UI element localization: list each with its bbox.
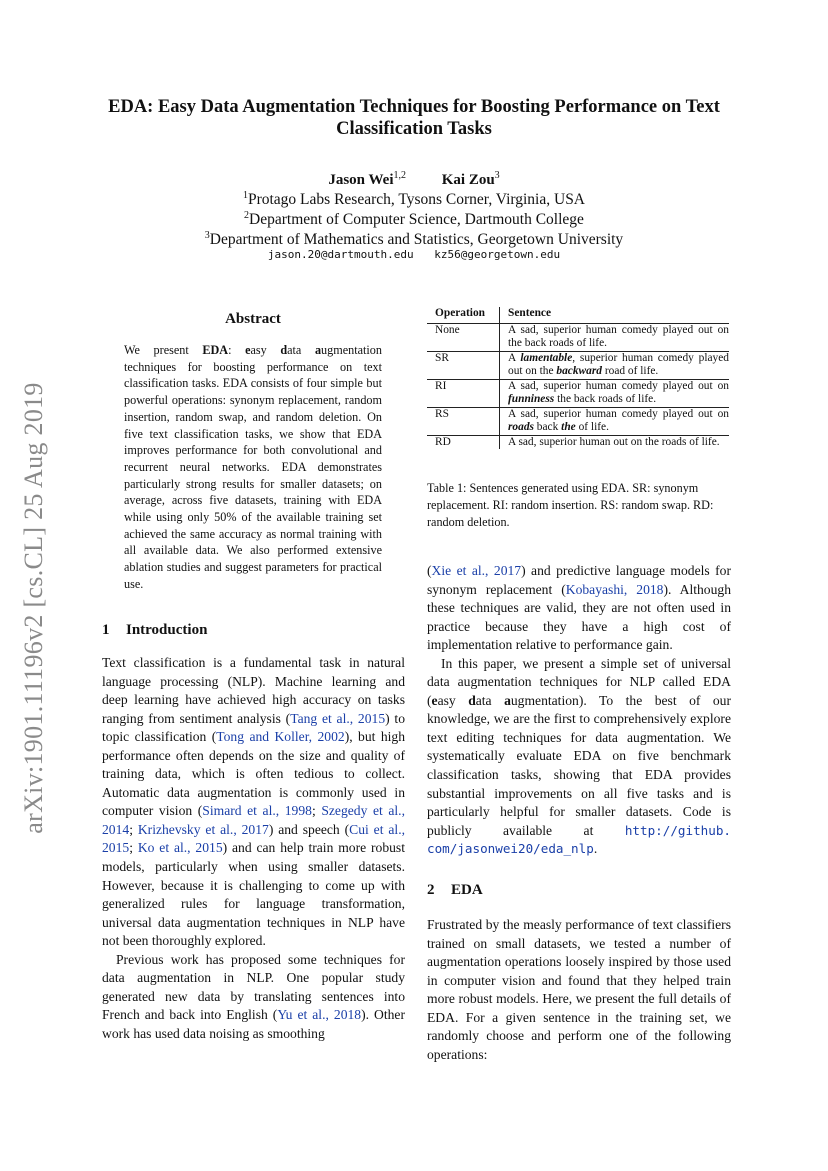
- citation-link[interactable]: Ko et al., 2015: [137, 840, 223, 856]
- operation-cell: RD: [427, 435, 500, 449]
- table-row: [427, 323, 729, 351]
- citation-link[interactable]: Tong and Koller, 2002: [216, 729, 345, 745]
- table-row: [427, 379, 729, 407]
- operation-cell: SR: [427, 351, 500, 379]
- author-emails: [60, 248, 768, 261]
- citation-link[interactable]: Simard et al., 1998: [202, 803, 312, 819]
- column-2-text: [427, 562, 731, 859]
- citation-link[interactable]: Yu et al., 2018: [277, 1007, 362, 1023]
- operation-cell: None: [427, 323, 500, 351]
- table-header-row: [427, 307, 729, 323]
- column-header: Operation: [427, 307, 500, 323]
- affiliation: $^1$Protago Labs Research, Tysons Corner, Virginia, USA: [242, 190, 586, 209]
- author-name: Jason Wei: [328, 172, 394, 188]
- sentence-cell: A sad, superior human out on the roads of life.: [500, 435, 730, 449]
- sentence-cell: A sad, superior human comedy played out on the back roads of life.: [500, 323, 730, 351]
- column-header: Sentence: [500, 307, 730, 323]
- sentence-cell: A sad, superior human comedy played out on roads back the of life.: [500, 407, 730, 435]
- code-url-link[interactable]: com/jasonwei20/eda_nlp: [427, 841, 594, 857]
- citation-link[interactable]: Tang et al., 2015: [290, 710, 386, 726]
- author-superscript: 3: [494, 170, 500, 181]
- citation-link[interactable]: Krizhevsky et al., 2017: [137, 821, 269, 837]
- abstract-heading: Abstract: [225, 311, 281, 327]
- citation-link[interactable]: Xie et al., 2017: [431, 563, 522, 578]
- sentence-cell: A lamentable, superior human comedy played out on the backward road of life.: [500, 351, 730, 379]
- paragraph: (Xie et al., 2017) and predictive language models for synonym replacement (Kobayashi, 2018). Although these techniques are valid, they are not often used in practice because they have a high cost of implementation relative to performance gain.: [427, 563, 731, 653]
- operation-cell: RI: [427, 379, 500, 407]
- abstract-text: We present EDA: easy data augmentation techniques for boosting performance on text classification tasks. EDA consists of four simple but powerful operations: synonym replacement, random insertion, random swap, and random deletion. On five text classification tasks, we show that EDA improves performance for both convolutional and recurrent neural networks. EDA demonstrates particularly strong results for smaller datasets; on average, across five datasets, training with EDA while using only 50% of the available training set achieved the same accuracy as normal training with all available data. We also performed extensive ablation studies and suggest parameters for practical use.: [124, 343, 382, 591]
- intro-paragraph: [102, 654, 405, 1043]
- citation-link[interactable]: Kobayashi, 2018: [565, 581, 664, 597]
- code-url-link[interactable]: http://github.: [624, 822, 731, 838]
- operations-table: [427, 307, 729, 449]
- citation-link[interactable]: Cui et al., 2015: [102, 821, 405, 856]
- operation-cell: RS: [427, 407, 500, 435]
- paragraph: Text classification is a fundamental task in natural language processing (NLP). Machine learning and deep learning have achieved high accuracy on tasks ranging from sentiment analysis (Tang et al., 2015) to topic classification (Tong and Koller, 2002), but high performance often depends on the size and quality of training data, which is often tedious to collect. Automatic data augmentation is commonly used in computer vision (Simard et al., 1998; Szegedy et al., 2014; Krizhevsky et al., 2017) and speech (Cui et al., 2015; Ko et al., 2015) and can help train more robust models, particularly when using smaller datasets. However, because it is challenging to come up with generalized rules for language transformation, universal data augmentation techniques in NLP have not been thoroughly explored.: [102, 655, 406, 949]
- table-caption: Table 1: Sentences generated using EDA. SR: synonym replacement. RI: random insertion. RS: random swap. RD: random deletion.: [427, 481, 714, 529]
- email[interactable]: jason.20@dartmouth.edu: [267, 248, 414, 261]
- citation-link[interactable]: Szegedy et al., 2014: [102, 803, 405, 837]
- section-heading-introduction: 1 Introduction: [102, 622, 208, 638]
- table-row: [427, 351, 729, 379]
- table-row: [427, 435, 729, 449]
- author-superscript: 1,2: [393, 170, 406, 181]
- table-row: [427, 407, 729, 435]
- affiliation: $^2$Department of Computer Science, Dartmouth College: [244, 210, 584, 229]
- table-1: [427, 307, 731, 449]
- author-name: Kai Zou: [441, 172, 495, 188]
- email[interactable]: kz56@georgetown.edu: [434, 248, 561, 261]
- paper-title: EDA: Easy Data Augmentation Techniques for Boosting Performance on Text Classification Tasks: [108, 97, 720, 139]
- arxiv-side-label: arXiv:1901.11196v2 [cs.CL] 25 Aug 2019: [19, 382, 48, 834]
- paragraph: Previous work has proposed some techniques for data augmentation in NLP. One popular study generated new data by translating sentences into French and back into English (Yu et al., 2018). Other work has used data noising as smoothing: [102, 951, 405, 1041]
- section-heading-eda: 2 EDA: [427, 882, 483, 898]
- paragraph: In this paper, we present a simple set of universal data augmentation techniques for NLP called EDA (easy data augmentation). To the best of our knowledge, we are the first to comprehensively explore text editing techniques for data augmentation. We systematically evaluate EDA on five benchmark classification tasks, showing that EDA provides substantial improvements on all five tasks and is particularly helpful for smaller datasets. Code is publicly available at http://github. com/jasonwei20/eda_nlp.: [427, 655, 731, 857]
- sentence-cell: A sad, superior human comedy played out on funniness the back roads of life.: [500, 379, 730, 407]
- eda-paragraph: Frustrated by the measly performance of text classifiers trained on small datasets, we tested a number of augmentation operations loosely inspired by those used in computer vision and found that they helped train more robust models. Here, we present the full details of EDA. For a given sentence in the training set, we randomly choose and perform one of the following operations:: [427, 917, 731, 1062]
- affiliation: $^3$Department of Mathematics and Statistics, Georgetown University: [204, 230, 624, 249]
